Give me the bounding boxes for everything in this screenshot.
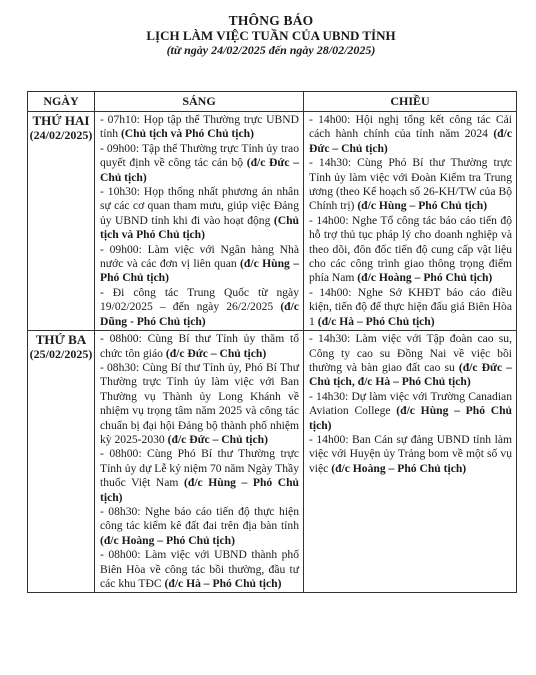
schedule-item-assignee: (đ/c Hoàng – Phó Chủ tịch) <box>100 533 235 547</box>
schedule-item-text: - 07h10: Họp tập thể Thường trực UBND tỉnh <box>100 113 299 141</box>
afternoon-cell <box>304 112 517 331</box>
schedule-item <box>100 142 299 185</box>
schedule-item-assignee: (đ/c Hà – Phó Chủ tịch) <box>164 577 282 590</box>
document-header <box>27 0 515 57</box>
schedule-item <box>309 156 512 214</box>
schedule-item-text: - 14h00: Nghe Sở KHĐT báo cáo điều kiện, tiến độ để thực hiện đấu giá Biên Hòa 1 <box>309 285 512 328</box>
schedule-item <box>100 286 299 329</box>
schedule-item-text: - 08h30: Nghe báo cáo tiến độ thực hiện công tác kiểm kê đất đai trên địa bàn tỉnh <box>100 504 299 533</box>
table-row <box>28 331 517 593</box>
schedule-item-text: - 10h30: Họp thống nhất phương án nhân sự các cơ quan tham mưu, giúp việc Đảng ủy UBND tỉnh khi đi vào hoạt động <box>100 185 299 227</box>
schedule-item-text: - Đi công tác Trung Quốc từ ngày 19/02/2025 – đến ngày 26/2/2025 <box>100 285 299 314</box>
schedule-item <box>100 548 299 591</box>
schedule-item-assignee: (đ/c Hùng – Phó Chủ tịch) <box>357 199 488 213</box>
schedule-item-assignee: (đ/c Hùng – Phó Chủ tịch) <box>100 257 299 285</box>
schedule-item-text: - 09h00: Tập thể Thường trực Tỉnh ủy trao quyết định về công tác cán bộ <box>100 141 299 170</box>
date-range: (từ ngày 24/02/2025 đến ngày 28/02/2025) <box>166 43 376 57</box>
schedule-item <box>309 214 512 286</box>
schedule-item <box>309 390 512 433</box>
schedule-item-text: - 14h00: Hội nghị tổng kết công tác Cải cách hành chính của tỉnh năm 2024 <box>309 113 512 141</box>
schedule-title: LỊCH LÀM VIỆC TUẦN CỦA UBND TỈNH <box>146 28 396 43</box>
schedule-item-text: - 08h00: Cùng Bí thư Tỉnh ủy thăm tổ chức tôn giáo <box>100 332 299 360</box>
schedule-item-text: - 14h30: Cùng Phó Bí thư Thường trực Tỉnh ủy làm việc với Đoàn Kiểm tra Trung ương (theo Kế hoạch số 26-KH/TW của Bộ Chính trị) <box>309 156 512 213</box>
schedule-item-assignee: (Chủ tịch và Phó Chủ tịch) <box>120 127 254 141</box>
schedule-item <box>100 447 299 505</box>
day-date: (25/02/2025) <box>29 347 93 362</box>
column-header-morning: SÁNG <box>95 92 304 112</box>
schedule-item-assignee: (đ/c Hoàng – Phó Chủ tịch) <box>331 461 467 475</box>
morning-cell <box>95 112 304 331</box>
schedule-item <box>100 185 299 243</box>
day-name: THỨ BA <box>35 332 87 348</box>
column-header-day: NGÀY <box>28 92 95 112</box>
schedule-item <box>100 361 299 447</box>
schedule-item <box>100 243 299 286</box>
schedule-item-text: - 14h30: Dự làm việc với Trường Canadian Aviation College <box>309 389 512 418</box>
schedule-item-assignee: (đ/c Dũng - Phó Chủ tịch) <box>100 300 299 328</box>
schedule-item-text: - 09h00: Làm việc với Ngân hàng Nhà nước và các đơn vị liên quan <box>100 242 299 271</box>
schedule-item-text: - 08h30: Cùng Bí thư Tỉnh ủy, Phó Bí Thư Thường trực Tỉnh ủy làm việc với Ban Thường vụ Thành ủy Long Khánh về nhiệm vụ trọng tâm năm 2025 và công tác chuẩn bị đại hội Đảng bộ thành phố nhiệm kỳ 2025-2030 <box>100 360 299 446</box>
schedule-item <box>100 113 299 142</box>
schedule-item-assignee: (đ/c Đức – Chủ tịch) <box>309 127 512 155</box>
schedule-item-assignee: (đ/c Hoàng – Phó Chủ tịch) <box>357 271 493 285</box>
schedule-item-assignee: (đ/c Hùng – Phó Chủ tịch) <box>309 404 513 432</box>
schedule-item-assignee: (đ/c Đức – Chủ tịch) <box>100 156 299 184</box>
afternoon-cell <box>304 331 517 593</box>
morning-cell <box>95 331 304 593</box>
schedule-item <box>309 433 512 476</box>
schedule-item-text: - 08h00: Làm việc với UBND thành phố Biên Hòa về công tác bồi thường, đầu tư các khu TĐC <box>100 548 299 590</box>
schedule-item <box>309 113 512 156</box>
schedule-item-text: - 14h00: Ban Cán sự đảng UBND tỉnh làm việc với Huyện ủy Trảng bom về một số vụ việc <box>309 432 512 475</box>
table-row <box>28 112 517 331</box>
schedule-item <box>309 332 512 390</box>
day-name: THỨ HAI <box>32 113 90 128</box>
schedule-item-assignee: (đ/c Hà – Phó Chủ tịch) <box>317 314 435 328</box>
schedule-item <box>100 505 299 548</box>
notice-title: THÔNG BÁO <box>228 13 314 28</box>
schedule-table <box>27 91 517 593</box>
schedule-item-assignee: (Chủ tịch và Phó Chủ tịch) <box>100 213 299 242</box>
table-header-row <box>28 92 517 112</box>
schedule-item-assignee: (đ/c Đức – Chủ tịch) <box>167 432 268 446</box>
schedule-item-text: - 14h00: Nghe Tổ công tác báo cáo tiến độ hỗ trợ thủ tục pháp lý cho doanh nghiệp và theo dõi, đôn đốc tiến độ cung cấp vật liệu cho các công trình giao thông trọng điểm phía Nam <box>309 213 512 285</box>
schedule-item <box>100 332 299 361</box>
column-header-afternoon: CHIỀU <box>304 92 517 112</box>
day-cell <box>28 112 95 331</box>
day-date: (24/02/2025) <box>29 128 93 142</box>
schedule-item-text: - 08h00: Cùng Phó Bí thư Thường trực Tỉnh ủy dự Lễ kỷ niệm 70 năm Ngày Thầy thuốc Việt Nam <box>100 447 299 490</box>
schedule-item <box>309 286 512 329</box>
schedule-item-text: - 14h30: Làm việc với Tập đoàn cao su, Công ty cao su Đồng Nai về việc bồi thường và bàn giao đất cao su <box>309 332 512 374</box>
day-cell <box>28 331 95 593</box>
schedule-item-assignee: (đ/c Đức – Chủ tịch, đ/c Hà – Phó Chủ tịch) <box>309 360 512 389</box>
schedule-item-assignee: (đ/c Đức – Chủ tịch) <box>165 346 267 360</box>
schedule-item-assignee: (đ/c Hùng – Phó Chủ tịch) <box>100 476 300 504</box>
